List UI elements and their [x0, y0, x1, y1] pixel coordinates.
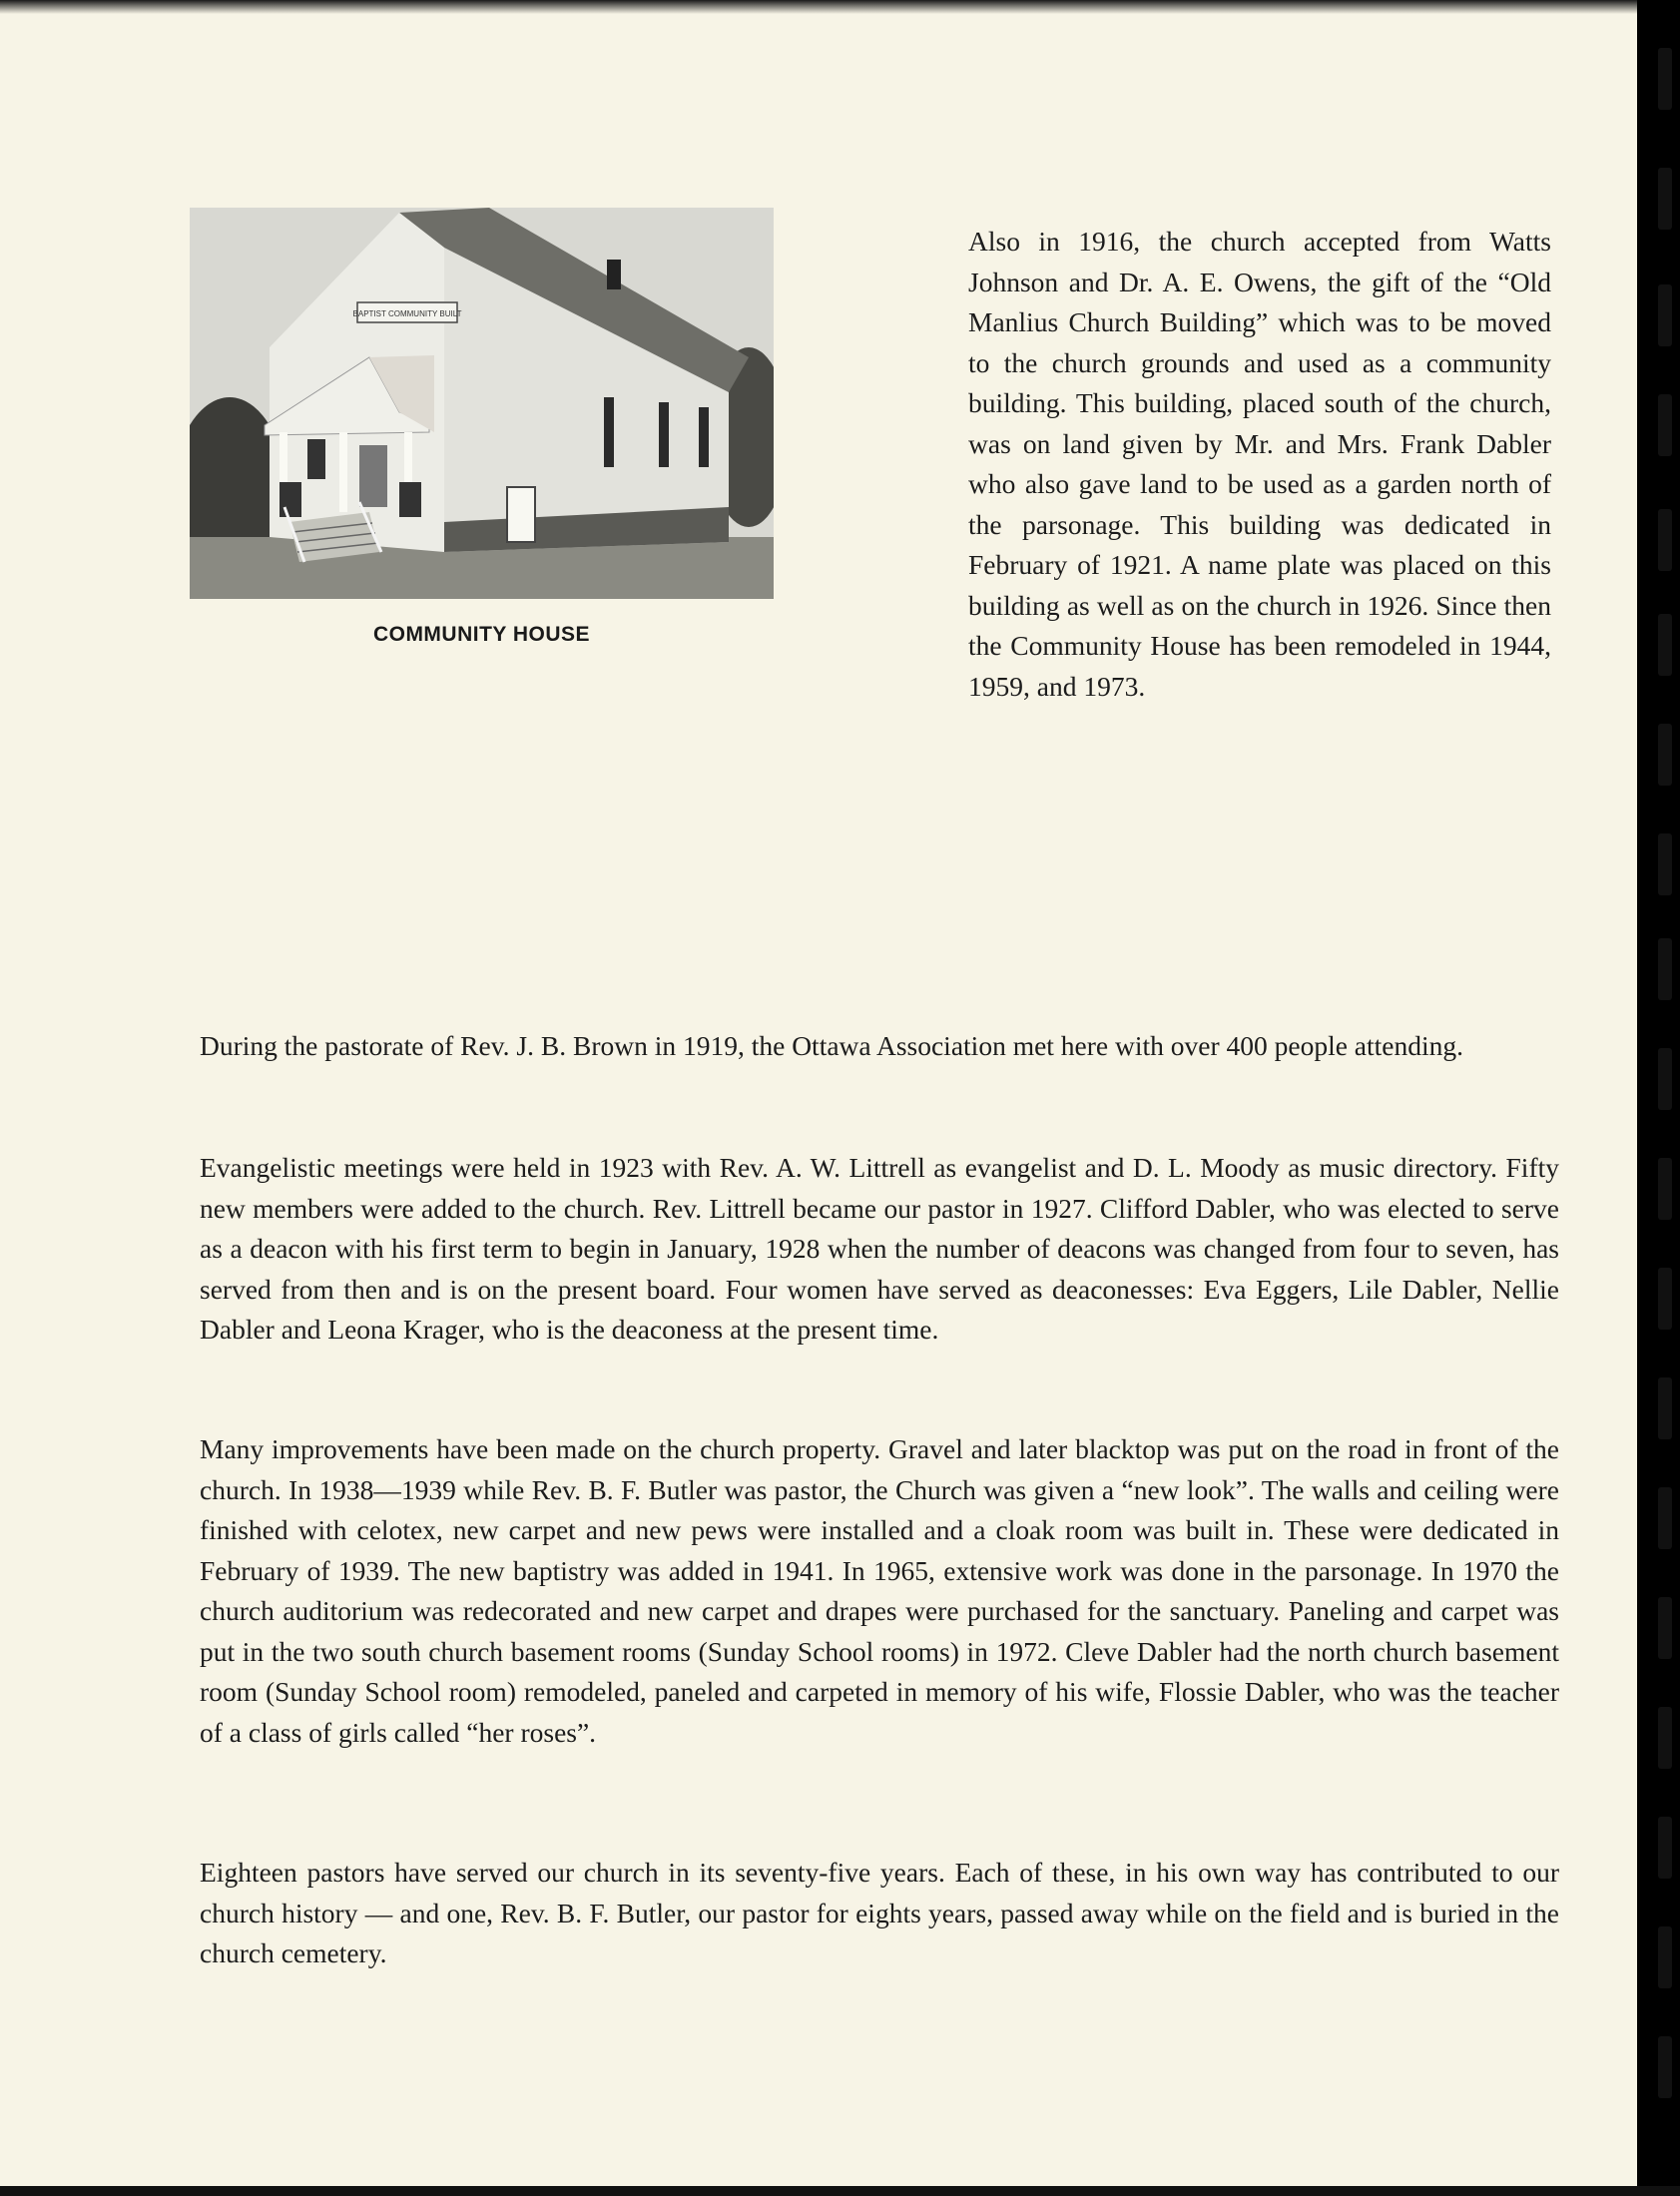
binding-ring — [1658, 724, 1672, 786]
binding-ring — [1658, 284, 1672, 346]
side-door — [507, 487, 535, 542]
binding-ring — [1658, 394, 1672, 456]
binding-ring — [1658, 2036, 1672, 2098]
binding-ring — [1658, 1597, 1672, 1659]
paragraph-evangelistic-meetings: Evangelistic meetings were held in 1923 with Rev. A. W. Littrell as evangelist and D. L. Moody as music directory. Fifty new members were added to the church. Rev. Littrell became our pastor in 1927. Clifford Dabler, who was elected to serve as a deacon with his first term to begin in January, 1928 when the number of deacons was changed from four to seven, has served from then and is on the present board. Four women have served as deaconesses: Eva Eggers, Lile Dabler, Nellie Dabler and Leona Krager, who is the deaconess at the present time. — [200, 1152, 1559, 1345]
binding-ring — [1658, 1926, 1672, 1988]
front-door — [359, 445, 387, 507]
binding-ring — [1658, 938, 1672, 1000]
front-window — [307, 439, 325, 479]
photo-caption: COMMUNITY HOUSE — [372, 623, 591, 646]
paragraph-ottawa-association: During the pastorate of Rev. J. B. Brown in 1919, the Ottawa Association met here with over 400 people attending. — [200, 1030, 1464, 1061]
page-bottom-edge — [0, 2186, 1680, 2196]
binding-ring — [1658, 1817, 1672, 1879]
page-top-shadow — [0, 0, 1637, 14]
binding-ring — [1658, 614, 1672, 676]
side-paragraph: Also in 1916, the church accepted from Watts Johnson and Dr. A. E. Owens, the gift of the “Old Manlius Church Building” which was to be moved to the church grounds and used as a community building. This building, placed south of the church, was on land given by Mr. and Mrs. Frank Dabler who also gave land to be used as a garden north of the parsonage. This building was dedicated in February of 1921. A name plate was placed on this building as well as on the church in 1926. Since then the Community House has been remodeled in 1944, 1959, and 1973. — [968, 226, 1551, 702]
community-house-photo — [190, 208, 774, 599]
binding-ring — [1658, 48, 1672, 110]
paragraph-pastors: Eighteen pastors have served our church in its seventy-five years. Each of these, in his own way has contributed to our church history — and one, Rev. B. F. Butler, our pastor for eights years, passed away while on the field and is buried in the church cemetery. — [200, 1857, 1559, 1968]
binding-ring — [1658, 1048, 1672, 1110]
name-plate-text: BAPTIST COMMUNITY BUILT — [352, 309, 462, 318]
spiral-binding — [1637, 0, 1680, 2196]
binding-ring — [1658, 1377, 1672, 1439]
binding-ring — [1658, 1158, 1672, 1220]
binding-ring — [1658, 1268, 1672, 1330]
binding-ring — [1658, 168, 1672, 230]
chimney — [607, 260, 621, 289]
binding-ring — [1658, 833, 1672, 895]
paragraph-improvements: Many improvements have been made on the church property. Gravel and later blacktop was put on the road in front of the church. In 1938—1939 while Rev. B. F. Butler was pastor, the Church was given a “new look”. The walls and ceiling were finished with celotex, new carpet and new pews were installed and a cloak room was built in. These were dedicated in February of 1939. The new baptistry was added in 1941. In 1965, extensive work was done in the parsonage. In 1970 the church auditorium was redecorated and new carpet and drapes were purchased for the sanctuary. Paneling and carpet was put in the two south church basement rooms (Sunday School rooms) in 1972. Cleve Dabler had the north church basement room (Sunday School room) remodeled, paneled and carpeted in memory of his wife, Flossie Dabler, who was the teacher of a class of girls called “her roses”. — [200, 1433, 1559, 1748]
binding-ring — [1658, 509, 1672, 571]
binding-ring — [1658, 1487, 1672, 1549]
binding-ring — [1658, 1707, 1672, 1769]
